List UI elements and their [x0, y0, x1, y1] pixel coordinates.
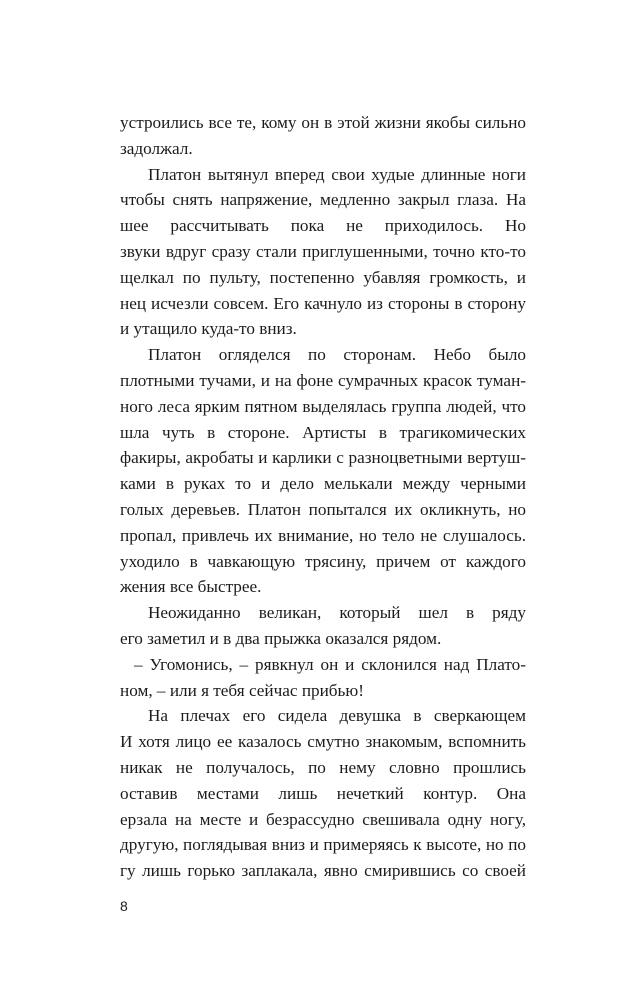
text-line: ном, – или я тебя сейчас прибью!: [120, 680, 364, 700]
text-line: И хотя лицо ее казалось смутно знакомым, вспомнить: [120, 732, 526, 752]
text-line: пропал, привлечь их внимание, но тело не слушалось.: [120, 525, 526, 545]
text-line: оставив местами лишь нечеткий контур. Она: [120, 783, 526, 803]
text-line: голых деревьев. Платон попытался их окликнуть, но: [120, 499, 526, 519]
text-line: уходило в чавкающую трясину, причем от каждого: [120, 551, 526, 571]
text-line: нец исчезли совсем. Его качнуло из стороны в сторону: [120, 293, 526, 313]
text-line: ками в руках то и дело мелькали между черными: [120, 474, 526, 494]
text-line: факиры, акробаты и карлики с разноцветными вертуш-: [120, 448, 526, 468]
text-line: гу лишь горько заплакала, явно смирившись со своей: [120, 861, 526, 881]
text-line: Платон вытянул вперед свои худые длинные ноги: [148, 164, 526, 184]
text-line: плотными тучами, и на фоне сумрачных красок туман-: [120, 370, 526, 390]
text-line: ерзала на месте и безрассудно свешивала одну ногу,: [120, 809, 526, 829]
text-line: Неожиданно великан, который шел в ряду: [148, 603, 526, 623]
text-line: устроились все те, кому он в этой жизни якобы сильно: [120, 113, 526, 132]
text-line: его заметил и в два прыжка оказался рядом.: [120, 628, 442, 648]
body-text: [120, 110, 526, 884]
page-number: 8: [120, 898, 128, 914]
text-line: и утащило куда-то вниз.: [120, 319, 297, 339]
text-line: – Угомонись, – рявкнул он и склонился над Плато-: [134, 654, 526, 674]
text-line: никак не получалось, по нему словно прошлись: [120, 757, 526, 777]
text-line: Платон огляделся по сторонам. Небо было: [148, 345, 526, 365]
text-line: чтобы снять напряжение, медленно закрыл глаза. На: [120, 190, 526, 210]
text-line: щелкал по пульту, постепенно убавляя громкость, и: [120, 267, 526, 287]
text-line: другую, поглядывая вниз и примеряясь к высоте, но по: [120, 835, 526, 855]
text-line: На плечах его сидела девушка в сверкающем: [148, 706, 526, 726]
text-line: жения все быстрее.: [120, 577, 262, 597]
text-line: ного леса ярким пятном выделялась группа людей, что: [120, 396, 526, 416]
text-line: шла чуть в стороне. Артисты в трагикомических: [120, 422, 526, 442]
text-line: задолжал.: [120, 138, 193, 158]
text-line: звуки вдруг сразу стали приглушенными, точно кто-то: [120, 241, 526, 261]
text-line: шее рассчитывать пока не приходилось. Но: [120, 216, 526, 236]
